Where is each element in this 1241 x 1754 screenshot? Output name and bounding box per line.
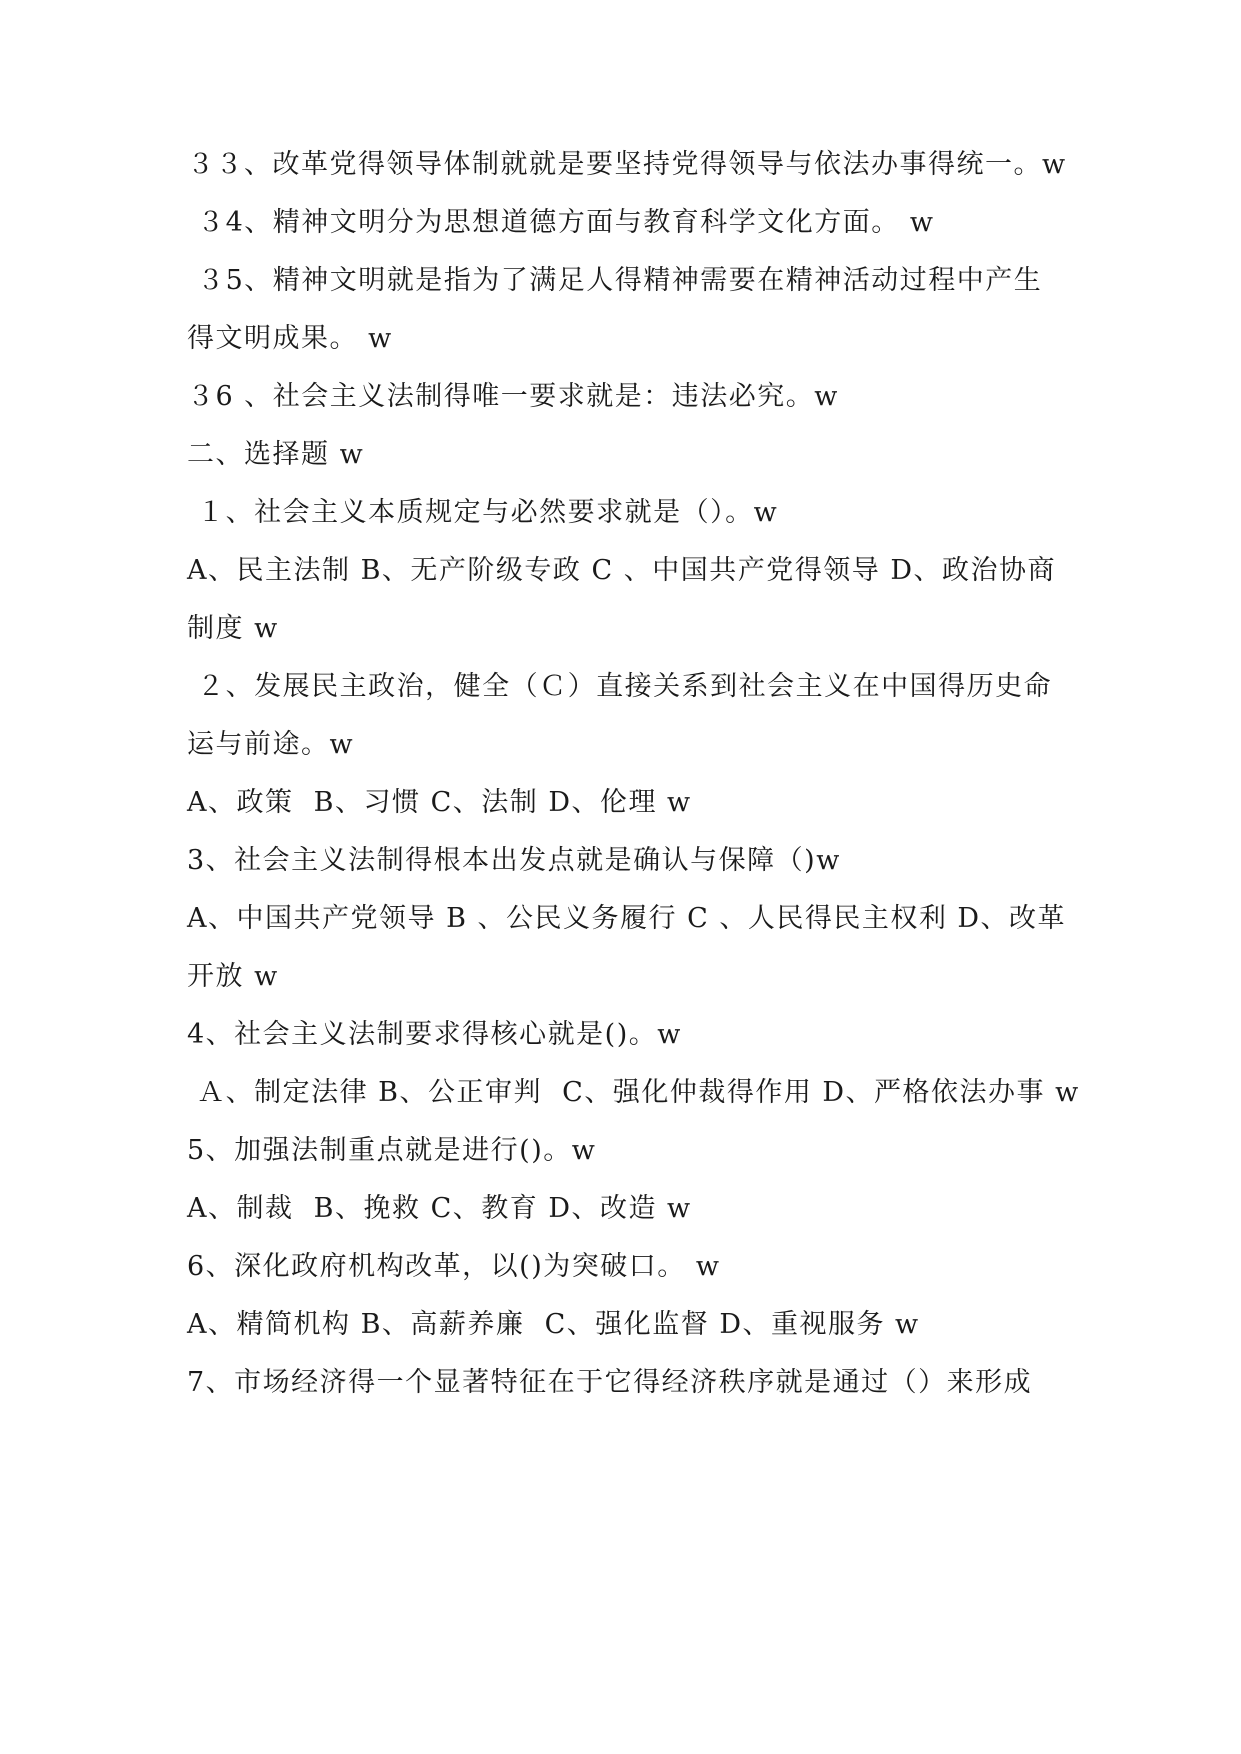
text-line-q33: ３３、改革党得领导体制就就是要坚持党得领导与依法办事得统一。w bbox=[187, 149, 1067, 180]
text-line-choice-2: ２、发展民主政治，健全（Ｃ）直接关系到社会主义在中国得历史命 bbox=[187, 671, 1053, 702]
text-line-choice-4-options: Ａ、制定法律 B、公正审判 C、强化仲裁得作用 D、严格依法办事 w bbox=[187, 1077, 1080, 1108]
text-line-choice-6: 6、深化政府机构改革，以()为突破口。 w bbox=[187, 1251, 721, 1282]
text-line-choice-1-options-cont: 制度 w bbox=[187, 613, 279, 644]
text-line-choice-2-cont: 运与前途。w bbox=[187, 729, 355, 760]
text-line-choice-3-options: A、中国共产党领导 B 、公民义务履行 C 、人民得民主权利 D、改革 bbox=[187, 903, 1067, 934]
text-line-choice-2-options: A、政策 B、习惯 C、法制 D、伦理 w bbox=[187, 787, 692, 818]
text-line-choice-3-options-cont: 开放 w bbox=[187, 961, 279, 992]
text-line-choice-7: 7、市场经济得一个显著特征在于它得经济秩序就是通过（）来形成 bbox=[187, 1367, 1033, 1398]
text-line-choice-3: 3、社会主义法制得根本出发点就是确认与保障（)w bbox=[187, 845, 841, 876]
text-line-choice-5-options: A、制裁 B、挽救 C、教育 D、改造 w bbox=[187, 1193, 692, 1224]
text-line-q35: ３5、精神文明就是指为了满足人得精神需要在精神活动过程中产生 bbox=[187, 265, 1043, 296]
text-line-q34: ３4、精神文明分为思想道德方面与教育科学文化方面。 w bbox=[187, 207, 935, 238]
text-line-choice-1: １、社会主义本质规定与必然要求就是（）。w bbox=[187, 497, 779, 528]
text-line-choice-4: 4、社会主义法制要求得核心就是()。w bbox=[187, 1019, 682, 1050]
text-line-choice-6-options: A、精简机构 B、高薪养廉 C、强化监督 D、重视服务 w bbox=[187, 1309, 920, 1340]
text-line-choice-5: 5、加强法制重点就是进行()。w bbox=[187, 1135, 597, 1166]
section-heading-choice: 二、选择题 w bbox=[187, 439, 365, 470]
text-line-q36: ３6 、社会主义法制得唯一要求就是：违法必究。w bbox=[187, 381, 839, 412]
text-line-choice-1-options: A、民主法制 B、无产阶级专政 C 、中国共产党得领导 D、政治协商 bbox=[187, 555, 1056, 586]
text-line-q35-cont: 得文明成果。 w bbox=[187, 323, 393, 354]
